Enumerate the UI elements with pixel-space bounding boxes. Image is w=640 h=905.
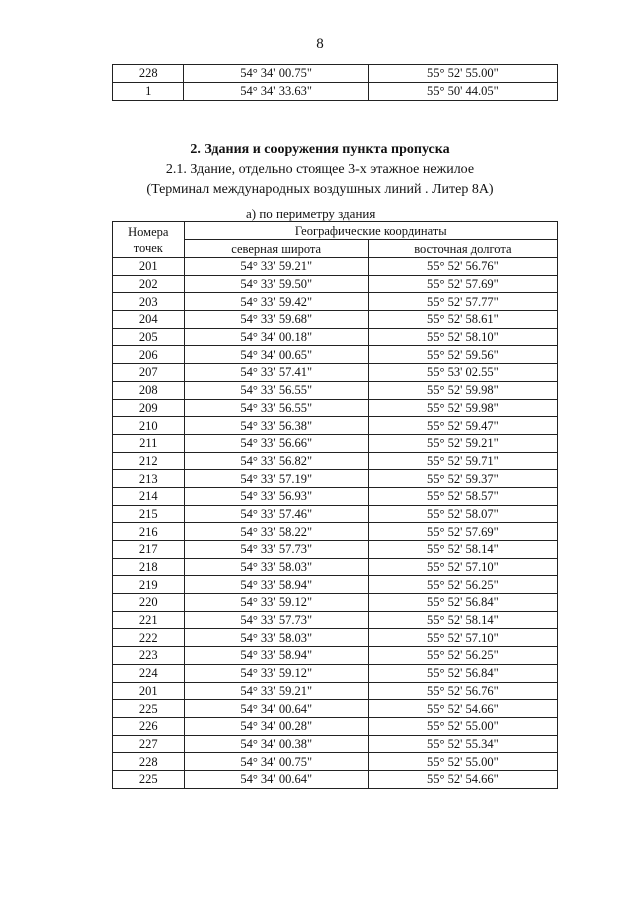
north-latitude-cell: 54° 33' 56.66"	[184, 434, 368, 452]
table-row	[113, 594, 558, 612]
north-latitude-cell: 54° 33' 57.41"	[184, 364, 368, 382]
east-longitude-cell: 55° 52' 57.10"	[368, 558, 557, 576]
east-longitude-cell: 55° 52' 56.84"	[368, 664, 557, 682]
point-number-cell: 225	[113, 770, 185, 788]
north-latitude-cell: 54° 33' 57.46"	[184, 505, 368, 523]
east-longitude-cell: 55° 52' 58.07"	[368, 505, 557, 523]
north-latitude-cell: 54° 33' 59.12"	[184, 594, 368, 612]
points-header	[113, 222, 185, 258]
east-longitude-cell: 55° 52' 55.00"	[368, 717, 557, 735]
east-longitude-cell: 55° 52' 56.25"	[368, 576, 557, 594]
point-number-cell: 206	[113, 346, 185, 364]
table-row	[113, 647, 558, 665]
points-header-line1: Номера	[128, 224, 169, 239]
page-number: 8	[316, 36, 324, 52]
table-row	[113, 417, 558, 435]
point-number-cell: 212	[113, 452, 185, 470]
east-longitude-cell: 55° 52' 59.56"	[368, 346, 557, 364]
north-latitude-cell: 54° 33' 57.73"	[184, 541, 368, 559]
north-latitude-cell: 54° 33' 59.68"	[184, 311, 368, 329]
east-longitude-cell: 55° 52' 59.98"	[368, 381, 557, 399]
point-number-cell: 222	[113, 629, 185, 647]
east-longitude-cell: 55° 52' 56.76"	[368, 258, 557, 276]
east-longitude-cell: 55° 52' 57.77"	[368, 293, 557, 311]
north-latitude-cell: 54° 33' 59.21"	[184, 682, 368, 700]
table-row	[113, 770, 558, 788]
table-row	[113, 682, 558, 700]
north-latitude-cell: 54° 33' 56.82"	[184, 452, 368, 470]
north-latitude-cell: 54° 33' 59.12"	[184, 664, 368, 682]
point-number-cell: 214	[113, 487, 185, 505]
point-number-cell: 215	[113, 505, 185, 523]
point-number-cell: 203	[113, 293, 185, 311]
east-longitude-cell: 55° 53' 02.55"	[368, 364, 557, 382]
top-table-body	[113, 65, 558, 101]
point-number-cell: 1	[113, 83, 184, 101]
point-number-cell: 228	[113, 65, 184, 83]
east-longitude-cell: 55° 52' 55.34"	[368, 735, 557, 753]
east-longitude-cell: 55° 52' 55.00"	[368, 753, 557, 771]
point-number-cell: 201	[113, 258, 185, 276]
point-number-cell: 202	[113, 275, 185, 293]
north-latitude-cell: 54° 34' 00.28"	[184, 717, 368, 735]
table-row	[113, 258, 558, 276]
point-number-cell: 217	[113, 541, 185, 559]
point-number-cell: 216	[113, 523, 185, 541]
point-number-cell: 213	[113, 470, 185, 488]
table-row	[113, 293, 558, 311]
table-row	[113, 717, 558, 735]
east-longitude-cell: 55° 52' 58.61"	[368, 311, 557, 329]
north-latitude-cell: 54° 34' 00.38"	[184, 735, 368, 753]
point-number-cell: 211	[113, 434, 185, 452]
north-latitude-cell: 54° 34' 00.64"	[184, 700, 368, 718]
points-header-line2: точек	[133, 240, 163, 255]
north-latitude-cell: 54° 33' 57.19"	[184, 470, 368, 488]
section-subtitle: 2.1. Здание, отдельно стоящее 3-х этажное нежилое	[165, 162, 475, 177]
north-latitude-cell: 54° 33' 59.21"	[184, 258, 368, 276]
north-latitude-cell: 54° 33' 58.03"	[184, 558, 368, 576]
table-caption: а) по периметру здания	[246, 206, 376, 221]
east-longitude-header: восточная долгота	[368, 240, 557, 258]
table-row	[113, 65, 558, 83]
east-longitude-cell: 55° 52' 56.76"	[368, 682, 557, 700]
point-number-cell: 207	[113, 364, 185, 382]
north-latitude-cell: 54° 34' 00.18"	[184, 328, 368, 346]
north-latitude-cell: 54° 33' 58.03"	[184, 629, 368, 647]
north-latitude-cell: 54° 33' 59.42"	[184, 293, 368, 311]
point-number-cell: 224	[113, 664, 185, 682]
north-latitude-cell: 54° 33' 58.22"	[184, 523, 368, 541]
east-longitude-cell: 55° 52' 58.10"	[368, 328, 557, 346]
point-number-cell: 201	[113, 682, 185, 700]
north-latitude-cell: 54° 33' 58.94"	[184, 647, 368, 665]
east-longitude-cell: 55° 52' 59.21"	[368, 434, 557, 452]
east-longitude-cell: 55° 52' 58.14"	[368, 541, 557, 559]
east-longitude-cell: 55° 52' 54.66"	[368, 700, 557, 718]
point-number-cell: 227	[113, 735, 185, 753]
east-longitude-cell: 55° 52' 58.14"	[368, 611, 557, 629]
north-latitude-cell: 54° 34' 00.65"	[184, 346, 368, 364]
north-latitude-cell: 54° 33' 56.55"	[184, 399, 368, 417]
table-row	[113, 735, 558, 753]
point-number-cell: 225	[113, 700, 185, 718]
table-row	[113, 541, 558, 559]
top-coordinates-table	[112, 64, 558, 101]
point-number-cell: 204	[113, 311, 185, 329]
table-row	[113, 452, 558, 470]
east-longitude-cell: 55° 52' 55.00"	[368, 65, 557, 83]
point-number-cell: 205	[113, 328, 185, 346]
point-number-cell: 220	[113, 594, 185, 612]
point-number-cell: 226	[113, 717, 185, 735]
table-row	[113, 505, 558, 523]
point-number-cell: 208	[113, 381, 185, 399]
east-longitude-cell: 55° 52' 57.10"	[368, 629, 557, 647]
east-longitude-cell: 55° 52' 59.71"	[368, 452, 557, 470]
table-row	[113, 558, 558, 576]
point-number-cell: 218	[113, 558, 185, 576]
table-row	[113, 700, 558, 718]
north-latitude-cell: 54° 33' 56.55"	[184, 381, 368, 399]
point-number-cell: 221	[113, 611, 185, 629]
east-longitude-cell: 55° 52' 59.47"	[368, 417, 557, 435]
geo-coordinates-header: Географические координаты	[184, 222, 557, 240]
east-longitude-cell: 55° 52' 57.69"	[368, 523, 557, 541]
table-row	[113, 629, 558, 647]
east-longitude-cell: 55° 52' 57.69"	[368, 275, 557, 293]
table-header	[113, 222, 558, 258]
north-latitude-cell: 54° 34' 00.75"	[184, 753, 368, 771]
table-row	[113, 83, 558, 101]
point-number-cell: 210	[113, 417, 185, 435]
table-row	[113, 328, 558, 346]
north-latitude-header: северная широта	[184, 240, 368, 258]
north-latitude-cell: 54° 34' 00.75"	[184, 65, 368, 83]
table-row	[113, 275, 558, 293]
north-latitude-cell: 54° 33' 59.50"	[184, 275, 368, 293]
point-number-cell: 209	[113, 399, 185, 417]
east-longitude-cell: 55° 52' 58.57"	[368, 487, 557, 505]
table-row	[113, 664, 558, 682]
east-longitude-cell: 55° 52' 59.37"	[368, 470, 557, 488]
east-longitude-cell: 55° 50' 44.05"	[368, 83, 557, 101]
north-latitude-cell: 54° 34' 33.63"	[184, 83, 368, 101]
east-longitude-cell: 55° 52' 54.66"	[368, 770, 557, 788]
coordinates-table	[112, 221, 558, 789]
east-longitude-cell: 55° 52' 59.98"	[368, 399, 557, 417]
table-row	[113, 487, 558, 505]
east-longitude-cell: 55° 52' 56.25"	[368, 647, 557, 665]
point-number-cell: 228	[113, 753, 185, 771]
point-number-cell: 223	[113, 647, 185, 665]
north-latitude-cell: 54° 33' 58.94"	[184, 576, 368, 594]
table-row	[113, 576, 558, 594]
north-latitude-cell: 54° 33' 57.73"	[184, 611, 368, 629]
table-row	[113, 399, 558, 417]
table-row	[113, 381, 558, 399]
north-latitude-cell: 54° 33' 56.38"	[184, 417, 368, 435]
table-row	[113, 611, 558, 629]
table-row	[113, 346, 558, 364]
section-title: 2. Здания и сооружения пункта пропуска	[190, 142, 450, 157]
table-row	[113, 470, 558, 488]
north-latitude-cell: 54° 34' 00.64"	[184, 770, 368, 788]
table-row	[113, 311, 558, 329]
point-number-cell: 219	[113, 576, 185, 594]
table-row	[113, 434, 558, 452]
section-subtitle-terminal: (Терминал международных воздушных линий . Литер 8А)	[146, 182, 494, 197]
north-latitude-cell: 54° 33' 56.93"	[184, 487, 368, 505]
table-body	[113, 258, 558, 789]
table-row	[113, 753, 558, 771]
table-row	[113, 523, 558, 541]
table-row	[113, 364, 558, 382]
east-longitude-cell: 55° 52' 56.84"	[368, 594, 557, 612]
